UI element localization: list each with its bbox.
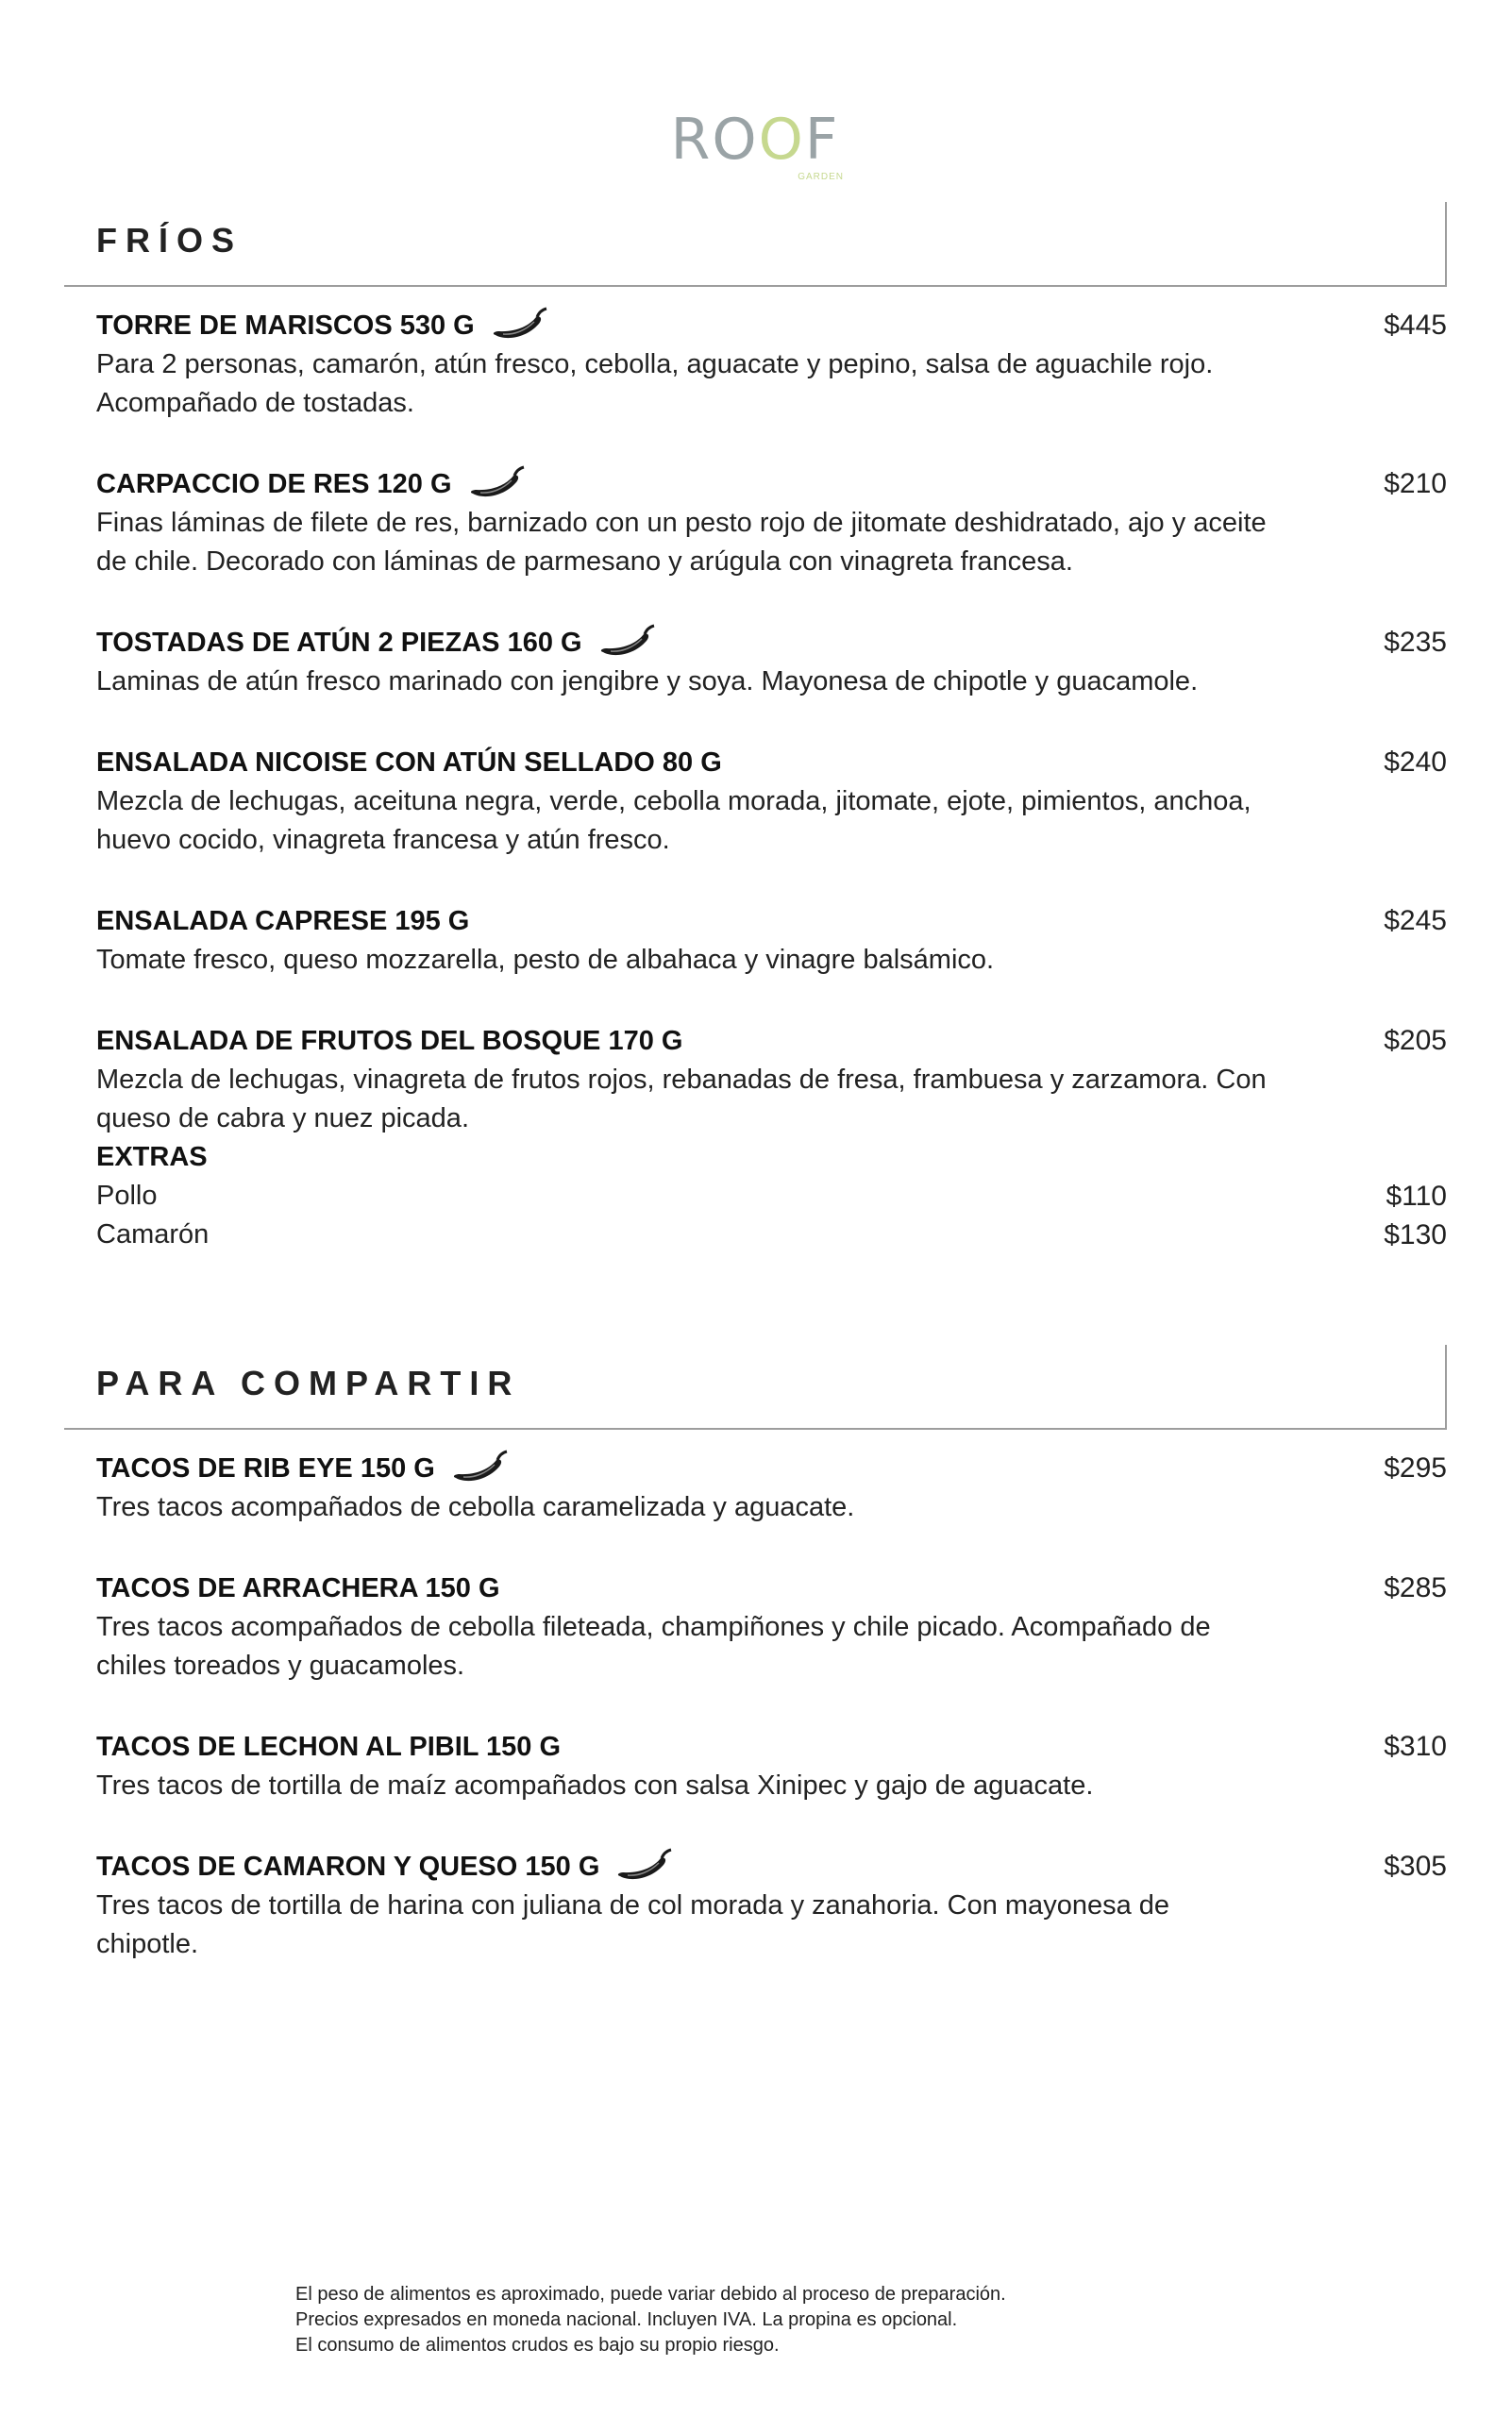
chili-pepper-icon: [492, 307, 552, 344]
roof-garden-logo: [661, 107, 849, 182]
menu-item-description: Tres tacos acompañados de cebolla fileteada, champiñones y chile picado. Acompañado de chiles toreados y guacamoles.: [96, 1612, 1211, 1681]
extras-title: EXTRAS: [96, 1142, 208, 1172]
extras-block: [96, 1138, 1447, 1254]
menu-item-header: [96, 306, 1447, 345]
section-header: [64, 202, 1447, 287]
menu-items: [64, 287, 1447, 1254]
menu-item-price: $295: [1384, 1452, 1447, 1484]
logo-wordmark: ROOF: [670, 107, 840, 173]
menu-item: [96, 1449, 1447, 1527]
extra-item-name: Camarón: [96, 1219, 210, 1250]
menu-item-description: Tomate fresco, queso mozzarella, pesto de albahaca y vinagre balsámico.: [96, 945, 995, 975]
menu-item-price: $235: [1384, 627, 1447, 658]
menu-item-header: [96, 1569, 1447, 1608]
menu-item-description: Mezcla de lechugas, vinagreta de frutos rojos, rebanadas de fresa, frambuesa y zarzamora. Con queso de cabra y nuez picada.: [96, 1065, 1267, 1133]
menu-item-header: [96, 464, 1447, 504]
menu-item: [96, 464, 1447, 581]
menu-item-header: [96, 623, 1447, 663]
menu-item-price: $305: [1384, 1851, 1447, 1882]
menu-item-name: TOSTADAS DE ATÚN 2 PIEZAS 160 G: [96, 627, 582, 658]
menu-item-header: [96, 743, 1447, 782]
menu-item: [96, 1847, 1447, 1964]
chili-pepper-icon: [616, 1848, 677, 1886]
menu-item: [96, 623, 1447, 701]
extra-item-name: Pollo: [96, 1181, 158, 1211]
section-divider-vertical: [1445, 1345, 1447, 1430]
menu-item-header: [96, 1449, 1447, 1488]
extra-item: [96, 1216, 1447, 1254]
menu-item-description: Para 2 personas, camarón, atún fresco, cebolla, aguacate y pepino, salsa de aguachile rojo. Acompañado de tostadas.: [96, 349, 1214, 418]
menu-item: [96, 901, 1447, 980]
menu-item: [96, 743, 1447, 860]
extra-item: [96, 1177, 1447, 1216]
menu-item: [96, 1727, 1447, 1805]
menu-item-name: ENSALADA DE FRUTOS DEL BOSQUE 170 G: [96, 1025, 683, 1056]
footer-note: El consumo de alimentos crudos es bajo su propio riesgo.: [295, 2335, 780, 2356]
menu-item-name: TACOS DE ARRACHERA 150 G: [96, 1572, 500, 1603]
menu-item-name: TACOS DE RIB EYE 150 G: [96, 1452, 435, 1484]
menu-item-name: CARPACCIO DE RES 120 G: [96, 468, 452, 499]
logo-subtitle: GARDEN: [798, 172, 844, 182]
menu-item-header: [96, 1727, 1447, 1767]
menu-item-price: $205: [1384, 1025, 1447, 1056]
section-title: FRÍOS: [96, 221, 244, 260]
chili-pepper-icon: [452, 1450, 512, 1487]
footer-notes: [295, 2282, 1006, 2358]
footer-note: El peso de alimentos es aproximado, puede variar debido al proceso de preparación.: [295, 2284, 1006, 2305]
extra-item-price: $130: [1384, 1219, 1447, 1250]
extra-item-price: $110: [1386, 1181, 1447, 1212]
menu-item-name: ENSALADA CAPRESE 195 G: [96, 905, 470, 936]
section-para-compartir: [64, 1345, 1447, 2005]
menu-item: [96, 306, 1447, 423]
menu-item-price: $210: [1384, 468, 1447, 499]
menu-item: [96, 1569, 1447, 1686]
menu-item-description: Tres tacos de tortilla de harina con juliana de col morada y zanahoria. Con mayonesa de chipotle.: [96, 1890, 1170, 1959]
menu-items: [64, 1430, 1447, 1964]
menu-item-description: Mezcla de lechugas, aceituna negra, verde, cebolla morada, jitomate, ejote, pimientos, anchoa, huevo cocido, vinagreta francesa y atún fresco.: [96, 786, 1252, 855]
chili-pepper-icon: [469, 465, 529, 503]
menu-item: [96, 1021, 1447, 1138]
menu-item-header: [96, 1847, 1447, 1887]
menu-item-description: Tres tacos acompañados de cebolla caramelizada y aguacate.: [96, 1492, 855, 1522]
menu-item-header: [96, 901, 1447, 941]
menu-item-name: TACOS DE CAMARON Y QUESO 150 G: [96, 1851, 600, 1882]
menu-item-name: TORRE DE MARISCOS 530 G: [96, 310, 475, 341]
section-title: PARA COMPARTIR: [96, 1364, 521, 1402]
menu-item-price: $245: [1384, 905, 1447, 936]
menu-item-name: ENSALADA NICOISE CON ATÚN SELLADO 80 G: [96, 747, 722, 778]
menu-item-name: TACOS DE LECHON AL PIBIL 150 G: [96, 1731, 562, 1762]
menu-item-price: $285: [1384, 1572, 1447, 1603]
menu-item-description: Finas láminas de filete de res, barnizado con un pesto rojo de jitomate deshidratado, ajo y aceite de chile. Decorado con láminas de parmesano y arúgula con vinagreta francesa.: [96, 508, 1267, 577]
menu-item-description: Tres tacos de tortilla de maíz acompañados con salsa Xinipec y gajo de aguacate.: [96, 1770, 1094, 1801]
menu-item-description: Laminas de atún fresco marinado con jengibre y soya. Mayonesa de chipotle y guacamole.: [96, 666, 1199, 696]
menu-item-price: $310: [1384, 1731, 1447, 1762]
section-frios: [64, 202, 1447, 1254]
menu-item-header: [96, 1021, 1447, 1061]
menu-item-price: $240: [1384, 747, 1447, 778]
section-header: [64, 1345, 1447, 1430]
chili-pepper-icon: [599, 624, 660, 662]
footer-note: Precios expresados en moneda nacional. Incluyen IVA. La propina es opcional.: [295, 2309, 958, 2330]
section-divider-vertical: [1445, 202, 1447, 287]
menu-item-price: $445: [1384, 310, 1447, 341]
